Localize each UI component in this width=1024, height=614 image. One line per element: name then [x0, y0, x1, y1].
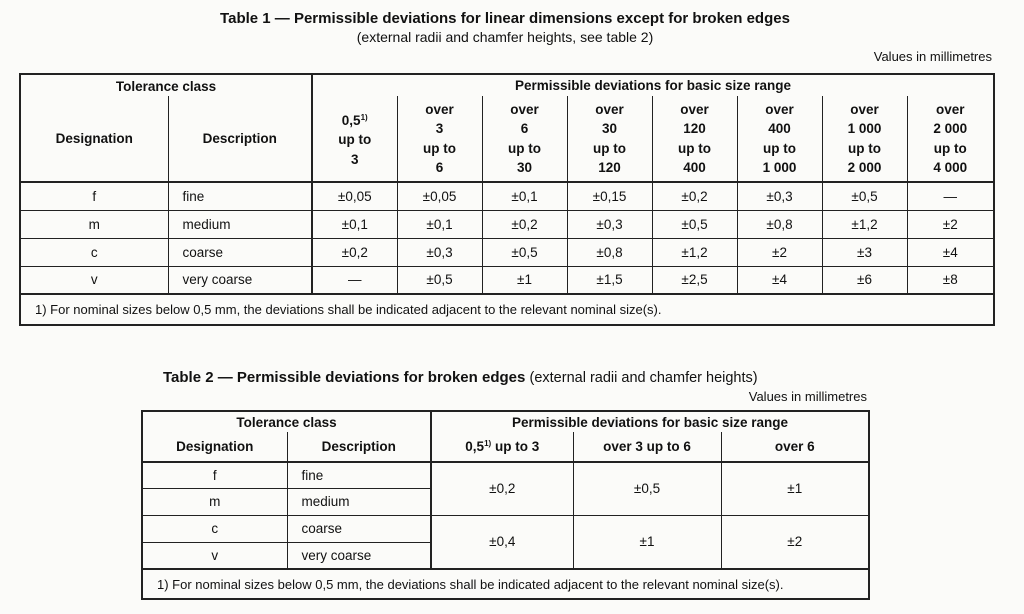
- tolerance-class-header: Tolerance class: [142, 411, 431, 432]
- tolerance-class-header: Tolerance class: [20, 74, 312, 96]
- table-row: [142, 462, 869, 488]
- value-cell: ±1,2: [652, 238, 737, 266]
- designation-cell: v: [142, 542, 287, 569]
- table2: [141, 410, 870, 600]
- designation-header: Designation: [142, 432, 287, 462]
- description-cell: medium: [287, 488, 431, 515]
- value-cell: ±0,3: [397, 238, 482, 266]
- value-cell: ±0,05: [312, 182, 397, 210]
- value-cell: ±0,3: [567, 210, 652, 238]
- value-cell: ±2,5: [652, 266, 737, 294]
- value-cell: ±0,5: [397, 266, 482, 294]
- value-cell: ±0,05: [397, 182, 482, 210]
- designation-cell: c: [20, 238, 168, 266]
- value-cell: ±1,5: [567, 266, 652, 294]
- table1-title: Table 1 — Permissible deviations for linear dimensions except for broken edges: [220, 10, 790, 27]
- value-cell: —: [312, 266, 397, 294]
- value-cell: ±0,5: [573, 462, 721, 515]
- description-cell: fine: [168, 182, 312, 210]
- col-header: over 6: [721, 432, 869, 462]
- value-cell: ±0,1: [397, 210, 482, 238]
- col-header: 0,5$^{1)}$ up to 3: [312, 96, 397, 182]
- value-cell: ±2: [907, 210, 994, 238]
- col-header: over 30 up to 120: [567, 96, 652, 182]
- description-cell: very coarse: [287, 542, 431, 569]
- value-cell: ±0,8: [737, 210, 822, 238]
- value-cell: ±0,4: [431, 515, 573, 569]
- col-header: over 400 up to 1 000: [737, 96, 822, 182]
- table-row: [20, 266, 994, 294]
- value-cell: ±0,8: [567, 238, 652, 266]
- value-cell: ±0,2: [431, 462, 573, 515]
- value-cell: ±0,2: [652, 182, 737, 210]
- value-cell: ±1,2: [822, 210, 907, 238]
- value-cell: ±0,2: [482, 210, 567, 238]
- col-header: over 3 up to 6: [573, 432, 721, 462]
- value-cell: ±1: [721, 462, 869, 515]
- range-header: Permissible deviations for basic size range: [431, 411, 869, 432]
- description-cell: coarse: [168, 238, 312, 266]
- value-cell: ±4: [737, 266, 822, 294]
- description-header: Description: [168, 96, 312, 182]
- value-cell: ±4: [907, 238, 994, 266]
- col-header: over 120 up to 400: [652, 96, 737, 182]
- value-cell: ±0,5: [822, 182, 907, 210]
- value-cell: ±0,1: [482, 182, 567, 210]
- value-cell: ±0,5: [652, 210, 737, 238]
- description-header: Description: [287, 432, 431, 462]
- table-row: [20, 182, 994, 210]
- col-header: over 3 up to 6: [397, 96, 482, 182]
- col-header: 0,5$^{1)}$ up to 3: [431, 432, 573, 462]
- designation-cell: f: [142, 462, 287, 488]
- value-cell: ±3: [822, 238, 907, 266]
- description-cell: medium: [168, 210, 312, 238]
- table1-subtitle: (external radii and chamfer heights, see table 2): [356, 29, 654, 45]
- table-row: [142, 515, 869, 542]
- table2-footnote: 1) For nominal sizes below 0,5 mm, the deviations shall be indicated adjacent to the relevant nominal size(s).: [142, 569, 869, 599]
- designation-cell: v: [20, 266, 168, 294]
- description-cell: coarse: [287, 515, 431, 542]
- value-cell: ±0,15: [567, 182, 652, 210]
- value-cell: ±1: [573, 515, 721, 569]
- value-cell: ±0,2: [312, 238, 397, 266]
- designation-header: Designation: [20, 96, 168, 182]
- designation-cell: c: [142, 515, 287, 542]
- description-cell: fine: [287, 462, 431, 488]
- col-header: over 6 up to 30: [482, 96, 567, 182]
- value-cell: ±2: [721, 515, 869, 569]
- description-cell: very coarse: [168, 266, 312, 294]
- table1: [19, 73, 995, 326]
- value-cell: ±0,3: [737, 182, 822, 210]
- value-cell: ±0,1: [312, 210, 397, 238]
- value-cell: ±0,5: [482, 238, 567, 266]
- range-header: Permissible deviations for basic size range: [312, 74, 994, 96]
- value-cell: —: [907, 182, 994, 210]
- value-cell: ±1: [482, 266, 567, 294]
- value-cell: ±6: [822, 266, 907, 294]
- table2-units: Values in millimetres: [748, 389, 867, 404]
- table-row: [20, 238, 994, 266]
- col-header: over 2 000 up to 4 000: [907, 96, 994, 182]
- designation-cell: m: [20, 210, 168, 238]
- value-cell: ±8: [907, 266, 994, 294]
- col-header: over 1 000 up to 2 000: [822, 96, 907, 182]
- table2-title: Table 2 — Permissible deviations for broken edges (external radii and chamfer heights): [163, 369, 758, 386]
- designation-cell: m: [142, 488, 287, 515]
- value-cell: ±2: [737, 238, 822, 266]
- table1-units: Values in millimetres: [873, 49, 992, 64]
- table-row: [20, 210, 994, 238]
- table1-footnote: 1) For nominal sizes below 0,5 mm, the deviations shall be indicated adjacent to the relevant nominal size(s).: [20, 294, 994, 325]
- designation-cell: f: [20, 182, 168, 210]
